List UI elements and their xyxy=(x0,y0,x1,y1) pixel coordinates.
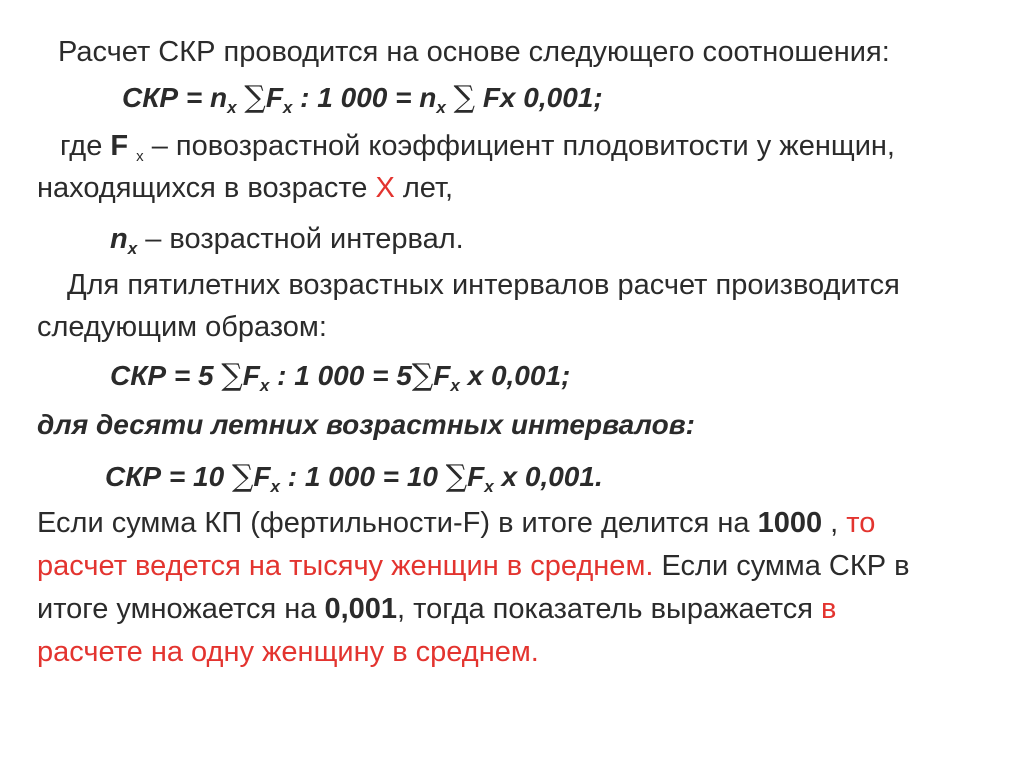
formula-3-mid: : 1 000 = 10 xyxy=(287,461,438,492)
sigma-icon: ∑ xyxy=(453,80,476,115)
def-F-symbol: F xyxy=(110,130,129,162)
formula-2 xyxy=(110,358,570,394)
def-F-line2-start: находящихся в возрасте xyxy=(37,172,368,204)
def-n-text: – возрастной интервал. xyxy=(145,223,464,255)
conclusion-l1-red: то xyxy=(846,507,876,539)
conclusion-line-2 xyxy=(37,548,910,584)
formula-1-lhs: СКР = xyxy=(122,82,203,113)
intro-text xyxy=(58,34,890,70)
formula-1-n: n xyxy=(210,82,228,113)
sigma-icon: ∑ xyxy=(411,358,434,393)
sigma-icon: ∑ xyxy=(445,459,468,494)
formula-1-n-sub: x xyxy=(227,98,237,117)
formula-2-lhs: СКР = 5 xyxy=(110,360,214,391)
def-F-line-1 xyxy=(60,128,895,164)
intro-label: Расчет СКР проводится на основе следующего соотношения: xyxy=(58,36,890,68)
def-n-sub: x xyxy=(127,239,138,258)
conclusion-l2-red: расчет ведется на тысячу женщин в среднем. xyxy=(37,550,654,582)
five-year-text-1: Для пятилетних возрастных интервалов расчет производится xyxy=(67,269,900,301)
formula-1-F-sub: x xyxy=(282,98,293,117)
def-n-line xyxy=(110,221,464,257)
conclusion-l3-bold: 0,001 xyxy=(324,593,398,625)
five-year-text-2: следующим образом: xyxy=(37,311,327,343)
conclusion-l1-b: , xyxy=(830,507,839,539)
conclusion-line-1 xyxy=(37,505,875,541)
formula-2-F-sub: x xyxy=(259,376,270,395)
def-F-text: – повозрастной коэффициент плодовитости у женщин, xyxy=(151,130,895,162)
formula-1-n2: n xyxy=(419,82,437,113)
conclusion-l1-a: Если сумма КП (фертильности-F) в итоге делится на xyxy=(37,507,750,539)
conclusion-l3-a: итоге умножается на xyxy=(37,593,317,625)
formula-1-mid: : 1 000 = xyxy=(300,82,412,113)
formula-3-F2-sub: x xyxy=(484,477,494,496)
def-F-line2-end: лет, xyxy=(402,172,454,204)
formula-1-F: F xyxy=(265,82,283,113)
formula-3-F2: F xyxy=(467,461,485,492)
conclusion-l4-red: расчете на одну женщину в среднем. xyxy=(37,636,539,668)
conclusion-l1-bold: 1000 xyxy=(757,507,823,539)
ten-year-text: для десяти летних возрастных интервалов: xyxy=(37,409,695,440)
formula-2-F: F xyxy=(242,360,260,391)
def-F-line-2 xyxy=(37,170,453,206)
formula-1-n2-sub: x xyxy=(436,98,446,117)
conclusion-line-4 xyxy=(37,634,539,670)
formula-1-tail: Fx 0,001; xyxy=(482,82,603,113)
def-F-sub: x xyxy=(136,148,144,165)
sigma-icon: ∑ xyxy=(244,80,266,115)
formula-3-F-sub: x xyxy=(270,477,280,496)
ten-year-label xyxy=(37,407,695,443)
formula-2-mid: : 1 000 = 5 xyxy=(277,360,412,391)
five-year-line-1 xyxy=(67,267,900,303)
formula-2-F2-sub: x xyxy=(450,376,460,395)
formula-2-tail: х 0,001; xyxy=(467,360,571,391)
formula-3 xyxy=(105,459,603,495)
conclusion-l3-red: в xyxy=(821,593,837,625)
conclusion-l3-b: , тогда показатель выражается xyxy=(397,593,813,625)
formula-3-lhs: СКР = 10 xyxy=(105,461,225,492)
conclusion-line-3 xyxy=(37,591,836,627)
sigma-icon: ∑ xyxy=(221,358,243,393)
five-year-line-2 xyxy=(37,309,327,345)
sigma-icon: ∑ xyxy=(231,459,254,494)
formula-3-tail: х 0,001. xyxy=(501,461,603,492)
formula-2-F2: F xyxy=(433,360,451,391)
def-F-X: Х xyxy=(375,172,395,204)
def-F-prefix: где xyxy=(60,130,103,162)
formula-1 xyxy=(122,80,603,116)
def-n-symbol: n xyxy=(110,223,128,255)
formula-3-F: F xyxy=(253,461,271,492)
conclusion-l2-black: Если сумма СКР в xyxy=(661,550,910,582)
